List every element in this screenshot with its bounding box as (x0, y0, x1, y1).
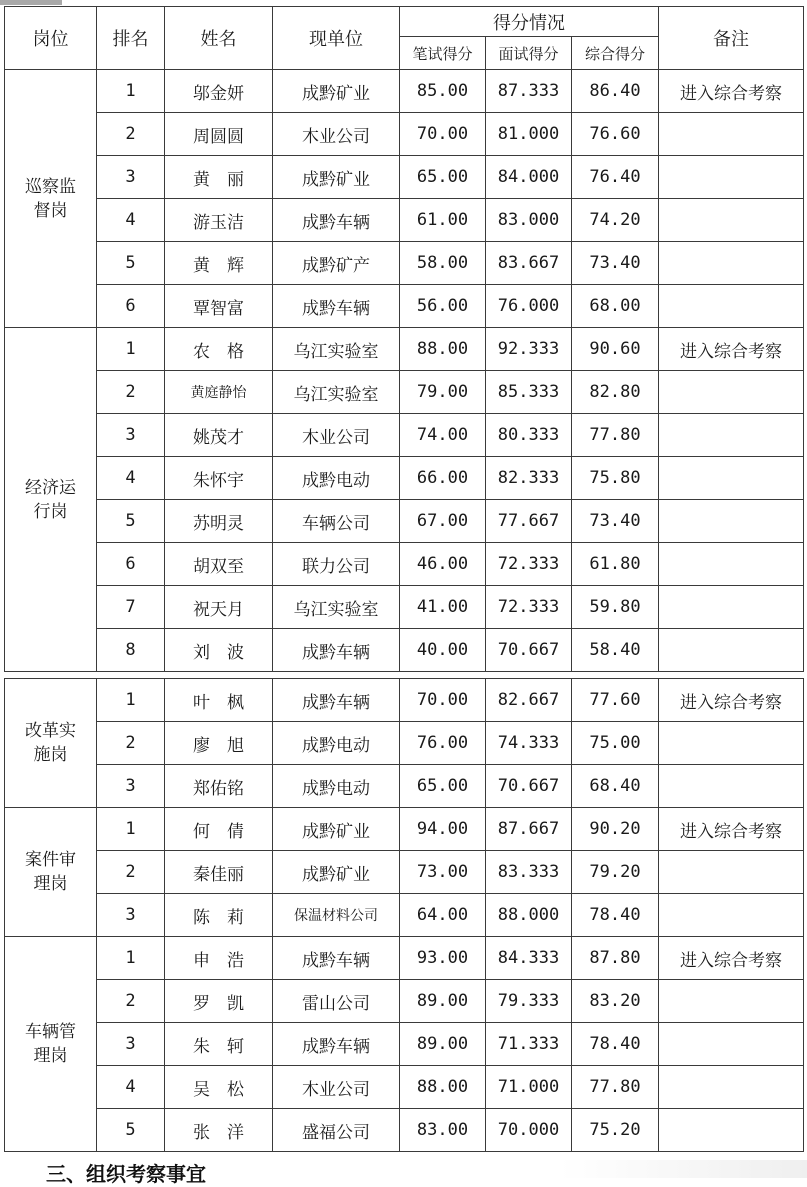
note-cell: 进入综合考察 (659, 679, 804, 722)
unit-cell: 木业公司 (273, 113, 400, 156)
total-score-cell: 77.80 (572, 1066, 659, 1109)
header-post: 岗位 (5, 7, 97, 70)
total-score-cell: 68.40 (572, 765, 659, 808)
name-cell: 苏明灵 (165, 500, 273, 543)
interview-score-cell: 82.333 (486, 457, 572, 500)
table-row (5, 937, 804, 980)
total-score-cell: 58.40 (572, 629, 659, 672)
note-cell (659, 199, 804, 242)
unit-cell: 成黔矿业 (273, 70, 400, 113)
post-cell (5, 679, 97, 808)
name-cell: 叶 枫 (165, 679, 273, 722)
written-score-cell: 61.00 (400, 199, 486, 242)
interview-score-cell: 80.333 (486, 414, 572, 457)
rank-cell: 1 (97, 937, 165, 980)
interview-score-cell: 70.667 (486, 765, 572, 808)
post-line: 理岗 (33, 1046, 68, 1066)
rank-cell: 4 (97, 457, 165, 500)
interview-score-cell: 76.000 (486, 285, 572, 328)
written-score-cell: 65.00 (400, 156, 486, 199)
interview-score-cell: 85.333 (486, 371, 572, 414)
rank-cell: 1 (97, 808, 165, 851)
written-score-cell: 73.00 (400, 851, 486, 894)
rank-cell: 4 (97, 199, 165, 242)
post-line: 行岗 (33, 501, 68, 522)
name-cell: 黄 丽 (165, 156, 273, 199)
header-unit: 现单位 (273, 7, 400, 70)
note-cell (659, 586, 804, 629)
note-cell (659, 980, 804, 1023)
rank-cell: 4 (97, 1066, 165, 1109)
total-score-cell: 90.20 (572, 808, 659, 851)
written-score-cell: 74.00 (400, 414, 486, 457)
unit-cell: 木业公司 (273, 414, 400, 457)
total-score-cell: 68.00 (572, 285, 659, 328)
interview-score-cell: 71.000 (486, 1066, 572, 1109)
rank-cell: 2 (97, 371, 165, 414)
interview-score-cell: 87.667 (486, 808, 572, 851)
rank-cell: 6 (97, 543, 165, 586)
name-cell: 祝天月 (165, 586, 273, 629)
post-line: 改革实 (25, 721, 76, 741)
section-heading-footer: 三、组织考察事宜 (46, 1162, 206, 1186)
note-cell (659, 1023, 804, 1066)
unit-cell: 雷山公司 (273, 980, 400, 1023)
rank-cell: 5 (97, 242, 165, 285)
name-cell: 朱怀宇 (165, 457, 273, 500)
unit-cell: 车辆公司 (273, 500, 400, 543)
unit-cell: 成黔矿业 (273, 851, 400, 894)
unit-cell: 成黔车辆 (273, 1023, 400, 1066)
interview-score-cell: 74.333 (486, 722, 572, 765)
written-score-cell: 66.00 (400, 457, 486, 500)
note-cell: 进入综合考察 (659, 937, 804, 980)
unit-cell: 成黔矿产 (273, 242, 400, 285)
interview-score-cell: 77.667 (486, 500, 572, 543)
total-score-cell: 90.60 (572, 328, 659, 371)
unit-cell: 联力公司 (273, 543, 400, 586)
footer-shade (560, 1160, 807, 1178)
note-cell (659, 414, 804, 457)
total-score-cell: 75.20 (572, 1109, 659, 1152)
interview-score-cell: 84.000 (486, 156, 572, 199)
rank-cell: 3 (97, 1023, 165, 1066)
page-corner-mark (0, 0, 62, 5)
rank-cell: 7 (97, 586, 165, 629)
written-score-cell: 64.00 (400, 894, 486, 937)
interview-score-cell: 81.000 (486, 113, 572, 156)
post-line: 理岗 (33, 874, 68, 894)
table-row (5, 722, 804, 765)
header-total: 综合得分 (572, 37, 659, 70)
post-line: 施岗 (33, 745, 68, 765)
unit-cell: 成黔矿业 (273, 156, 400, 199)
rank-cell: 1 (97, 328, 165, 371)
written-score-cell: 41.00 (400, 586, 486, 629)
rank-cell: 3 (97, 156, 165, 199)
total-score-cell: 74.20 (572, 199, 659, 242)
table-row (5, 242, 804, 285)
note-cell: 进入综合考察 (659, 328, 804, 371)
total-score-cell: 78.40 (572, 894, 659, 937)
post-line: 督岗 (33, 200, 68, 221)
table-row (5, 414, 804, 457)
table-row (5, 285, 804, 328)
unit-cell: 乌江实验室 (273, 328, 400, 371)
name-cell: 申 浩 (165, 937, 273, 980)
note-cell (659, 113, 804, 156)
table-row (5, 328, 804, 371)
name-cell: 朱 轲 (165, 1023, 273, 1066)
rank-cell: 2 (97, 851, 165, 894)
unit-cell: 盛福公司 (273, 1109, 400, 1152)
interview-score-cell: 71.333 (486, 1023, 572, 1066)
note-cell (659, 894, 804, 937)
note-cell (659, 629, 804, 672)
name-cell: 张 洋 (165, 1109, 273, 1152)
table-row (5, 894, 804, 937)
unit-cell: 成黔车辆 (273, 285, 400, 328)
table-row (5, 457, 804, 500)
interview-score-cell: 84.333 (486, 937, 572, 980)
table-row (5, 543, 804, 586)
written-score-cell: 85.00 (400, 70, 486, 113)
table-row (5, 1109, 804, 1152)
page-break-gap (5, 672, 804, 679)
written-score-cell: 89.00 (400, 1023, 486, 1066)
note-cell (659, 156, 804, 199)
table-row (5, 1066, 804, 1109)
header-interview: 面试得分 (486, 37, 572, 70)
table-row (5, 851, 804, 894)
total-score-cell: 73.40 (572, 242, 659, 285)
name-cell: 罗 凯 (165, 980, 273, 1023)
note-cell (659, 1109, 804, 1152)
note-cell (659, 457, 804, 500)
unit-cell: 成黔车辆 (273, 937, 400, 980)
page-break-gap-cell (5, 672, 804, 679)
unit-cell: 木业公司 (273, 1066, 400, 1109)
name-cell: 周圆圆 (165, 113, 273, 156)
total-score-cell: 77.80 (572, 414, 659, 457)
total-score-cell: 87.80 (572, 937, 659, 980)
unit-cell: 成黔车辆 (273, 629, 400, 672)
name-cell: 秦佳丽 (165, 851, 273, 894)
written-score-cell: 70.00 (400, 113, 486, 156)
written-score-cell: 88.00 (400, 1066, 486, 1109)
total-score-cell: 73.40 (572, 500, 659, 543)
name-cell: 黄庭静怡 (165, 371, 273, 414)
post-line: 案件审 (25, 850, 76, 870)
total-score-cell: 86.40 (572, 70, 659, 113)
written-score-cell: 93.00 (400, 937, 486, 980)
table-row (5, 765, 804, 808)
unit-cell: 成黔电动 (273, 722, 400, 765)
name-cell: 游玉洁 (165, 199, 273, 242)
written-score-cell: 67.00 (400, 500, 486, 543)
rank-cell: 5 (97, 500, 165, 543)
note-cell: 进入综合考察 (659, 70, 804, 113)
header-score-group: 得分情况 (400, 7, 659, 37)
total-score-cell: 82.80 (572, 371, 659, 414)
unit-cell: 成黔电动 (273, 457, 400, 500)
table-row (5, 113, 804, 156)
unit-cell: 乌江实验室 (273, 586, 400, 629)
interview-score-cell: 79.333 (486, 980, 572, 1023)
table-row (5, 586, 804, 629)
written-score-cell: 89.00 (400, 980, 486, 1023)
interview-score-cell: 70.667 (486, 629, 572, 672)
total-score-cell: 78.40 (572, 1023, 659, 1066)
rank-cell: 3 (97, 894, 165, 937)
name-cell: 覃智富 (165, 285, 273, 328)
note-cell (659, 851, 804, 894)
name-cell: 刘 波 (165, 629, 273, 672)
interview-score-cell: 70.000 (486, 1109, 572, 1152)
rank-cell: 2 (97, 722, 165, 765)
total-score-cell: 83.20 (572, 980, 659, 1023)
rank-cell: 3 (97, 414, 165, 457)
written-score-cell: 56.00 (400, 285, 486, 328)
table-row (5, 629, 804, 672)
table-row (5, 70, 804, 113)
note-cell (659, 765, 804, 808)
name-cell: 吴 松 (165, 1066, 273, 1109)
rank-cell: 1 (97, 70, 165, 113)
unit-cell: 乌江实验室 (273, 371, 400, 414)
written-score-cell: 40.00 (400, 629, 486, 672)
table-row (5, 500, 804, 543)
post-cell (5, 937, 97, 1152)
rank-cell: 6 (97, 285, 165, 328)
post-line: 车辆管 (25, 1022, 76, 1042)
total-score-cell: 59.80 (572, 586, 659, 629)
name-cell: 郑佑铭 (165, 765, 273, 808)
post-line: 经济运 (25, 477, 76, 498)
name-cell: 姚茂才 (165, 414, 273, 457)
table-row (5, 156, 804, 199)
note-cell (659, 722, 804, 765)
written-score-cell: 88.00 (400, 328, 486, 371)
table-row (5, 808, 804, 851)
post-line: 巡察监 (25, 176, 76, 197)
interview-score-cell: 83.000 (486, 199, 572, 242)
written-score-cell: 83.00 (400, 1109, 486, 1152)
table-row (5, 1023, 804, 1066)
total-score-cell: 75.80 (572, 457, 659, 500)
post-cell (5, 808, 97, 937)
written-score-cell: 65.00 (400, 765, 486, 808)
interview-score-cell: 82.667 (486, 679, 572, 722)
written-score-cell: 79.00 (400, 371, 486, 414)
total-score-cell: 76.60 (572, 113, 659, 156)
header-written: 笔试得分 (400, 37, 486, 70)
total-score-cell: 79.20 (572, 851, 659, 894)
name-cell: 邬金妍 (165, 70, 273, 113)
table-row (5, 371, 804, 414)
note-cell (659, 543, 804, 586)
total-score-cell: 75.00 (572, 722, 659, 765)
name-cell: 何 倩 (165, 808, 273, 851)
post-cell (5, 70, 97, 328)
unit-cell: 成黔车辆 (273, 199, 400, 242)
total-score-cell: 77.60 (572, 679, 659, 722)
written-score-cell: 46.00 (400, 543, 486, 586)
interview-score-cell: 72.333 (486, 543, 572, 586)
name-cell: 黄 辉 (165, 242, 273, 285)
note-cell (659, 285, 804, 328)
note-cell (659, 1066, 804, 1109)
note-cell (659, 500, 804, 543)
unit-cell: 成黔电动 (273, 765, 400, 808)
name-cell: 农 格 (165, 328, 273, 371)
rank-cell: 3 (97, 765, 165, 808)
rank-cell: 2 (97, 980, 165, 1023)
unit-cell: 保温材料公司 (273, 894, 400, 937)
written-score-cell: 70.00 (400, 679, 486, 722)
header-rank: 排名 (97, 7, 165, 70)
unit-cell: 成黔矿业 (273, 808, 400, 851)
written-score-cell: 94.00 (400, 808, 486, 851)
note-cell (659, 371, 804, 414)
total-score-cell: 76.40 (572, 156, 659, 199)
rank-cell: 2 (97, 113, 165, 156)
table-row (5, 980, 804, 1023)
header-name: 姓名 (165, 7, 273, 70)
rank-cell: 5 (97, 1109, 165, 1152)
interview-score-cell: 72.333 (486, 586, 572, 629)
interview-score-cell: 83.667 (486, 242, 572, 285)
interview-score-cell: 88.000 (486, 894, 572, 937)
interview-score-cell: 87.333 (486, 70, 572, 113)
post-cell (5, 328, 97, 672)
header-note: 备注 (659, 7, 804, 70)
total-score-cell: 61.80 (572, 543, 659, 586)
name-cell: 胡双至 (165, 543, 273, 586)
written-score-cell: 58.00 (400, 242, 486, 285)
score-table (4, 6, 804, 1152)
written-score-cell: 76.00 (400, 722, 486, 765)
rank-cell: 1 (97, 679, 165, 722)
name-cell: 廖 旭 (165, 722, 273, 765)
name-cell: 陈 莉 (165, 894, 273, 937)
unit-cell: 成黔车辆 (273, 679, 400, 722)
table-row (5, 679, 804, 722)
score-table-body (5, 70, 804, 1152)
interview-score-cell: 92.333 (486, 328, 572, 371)
table-row (5, 199, 804, 242)
rank-cell: 8 (97, 629, 165, 672)
note-cell (659, 242, 804, 285)
interview-score-cell: 83.333 (486, 851, 572, 894)
note-cell: 进入综合考察 (659, 808, 804, 851)
